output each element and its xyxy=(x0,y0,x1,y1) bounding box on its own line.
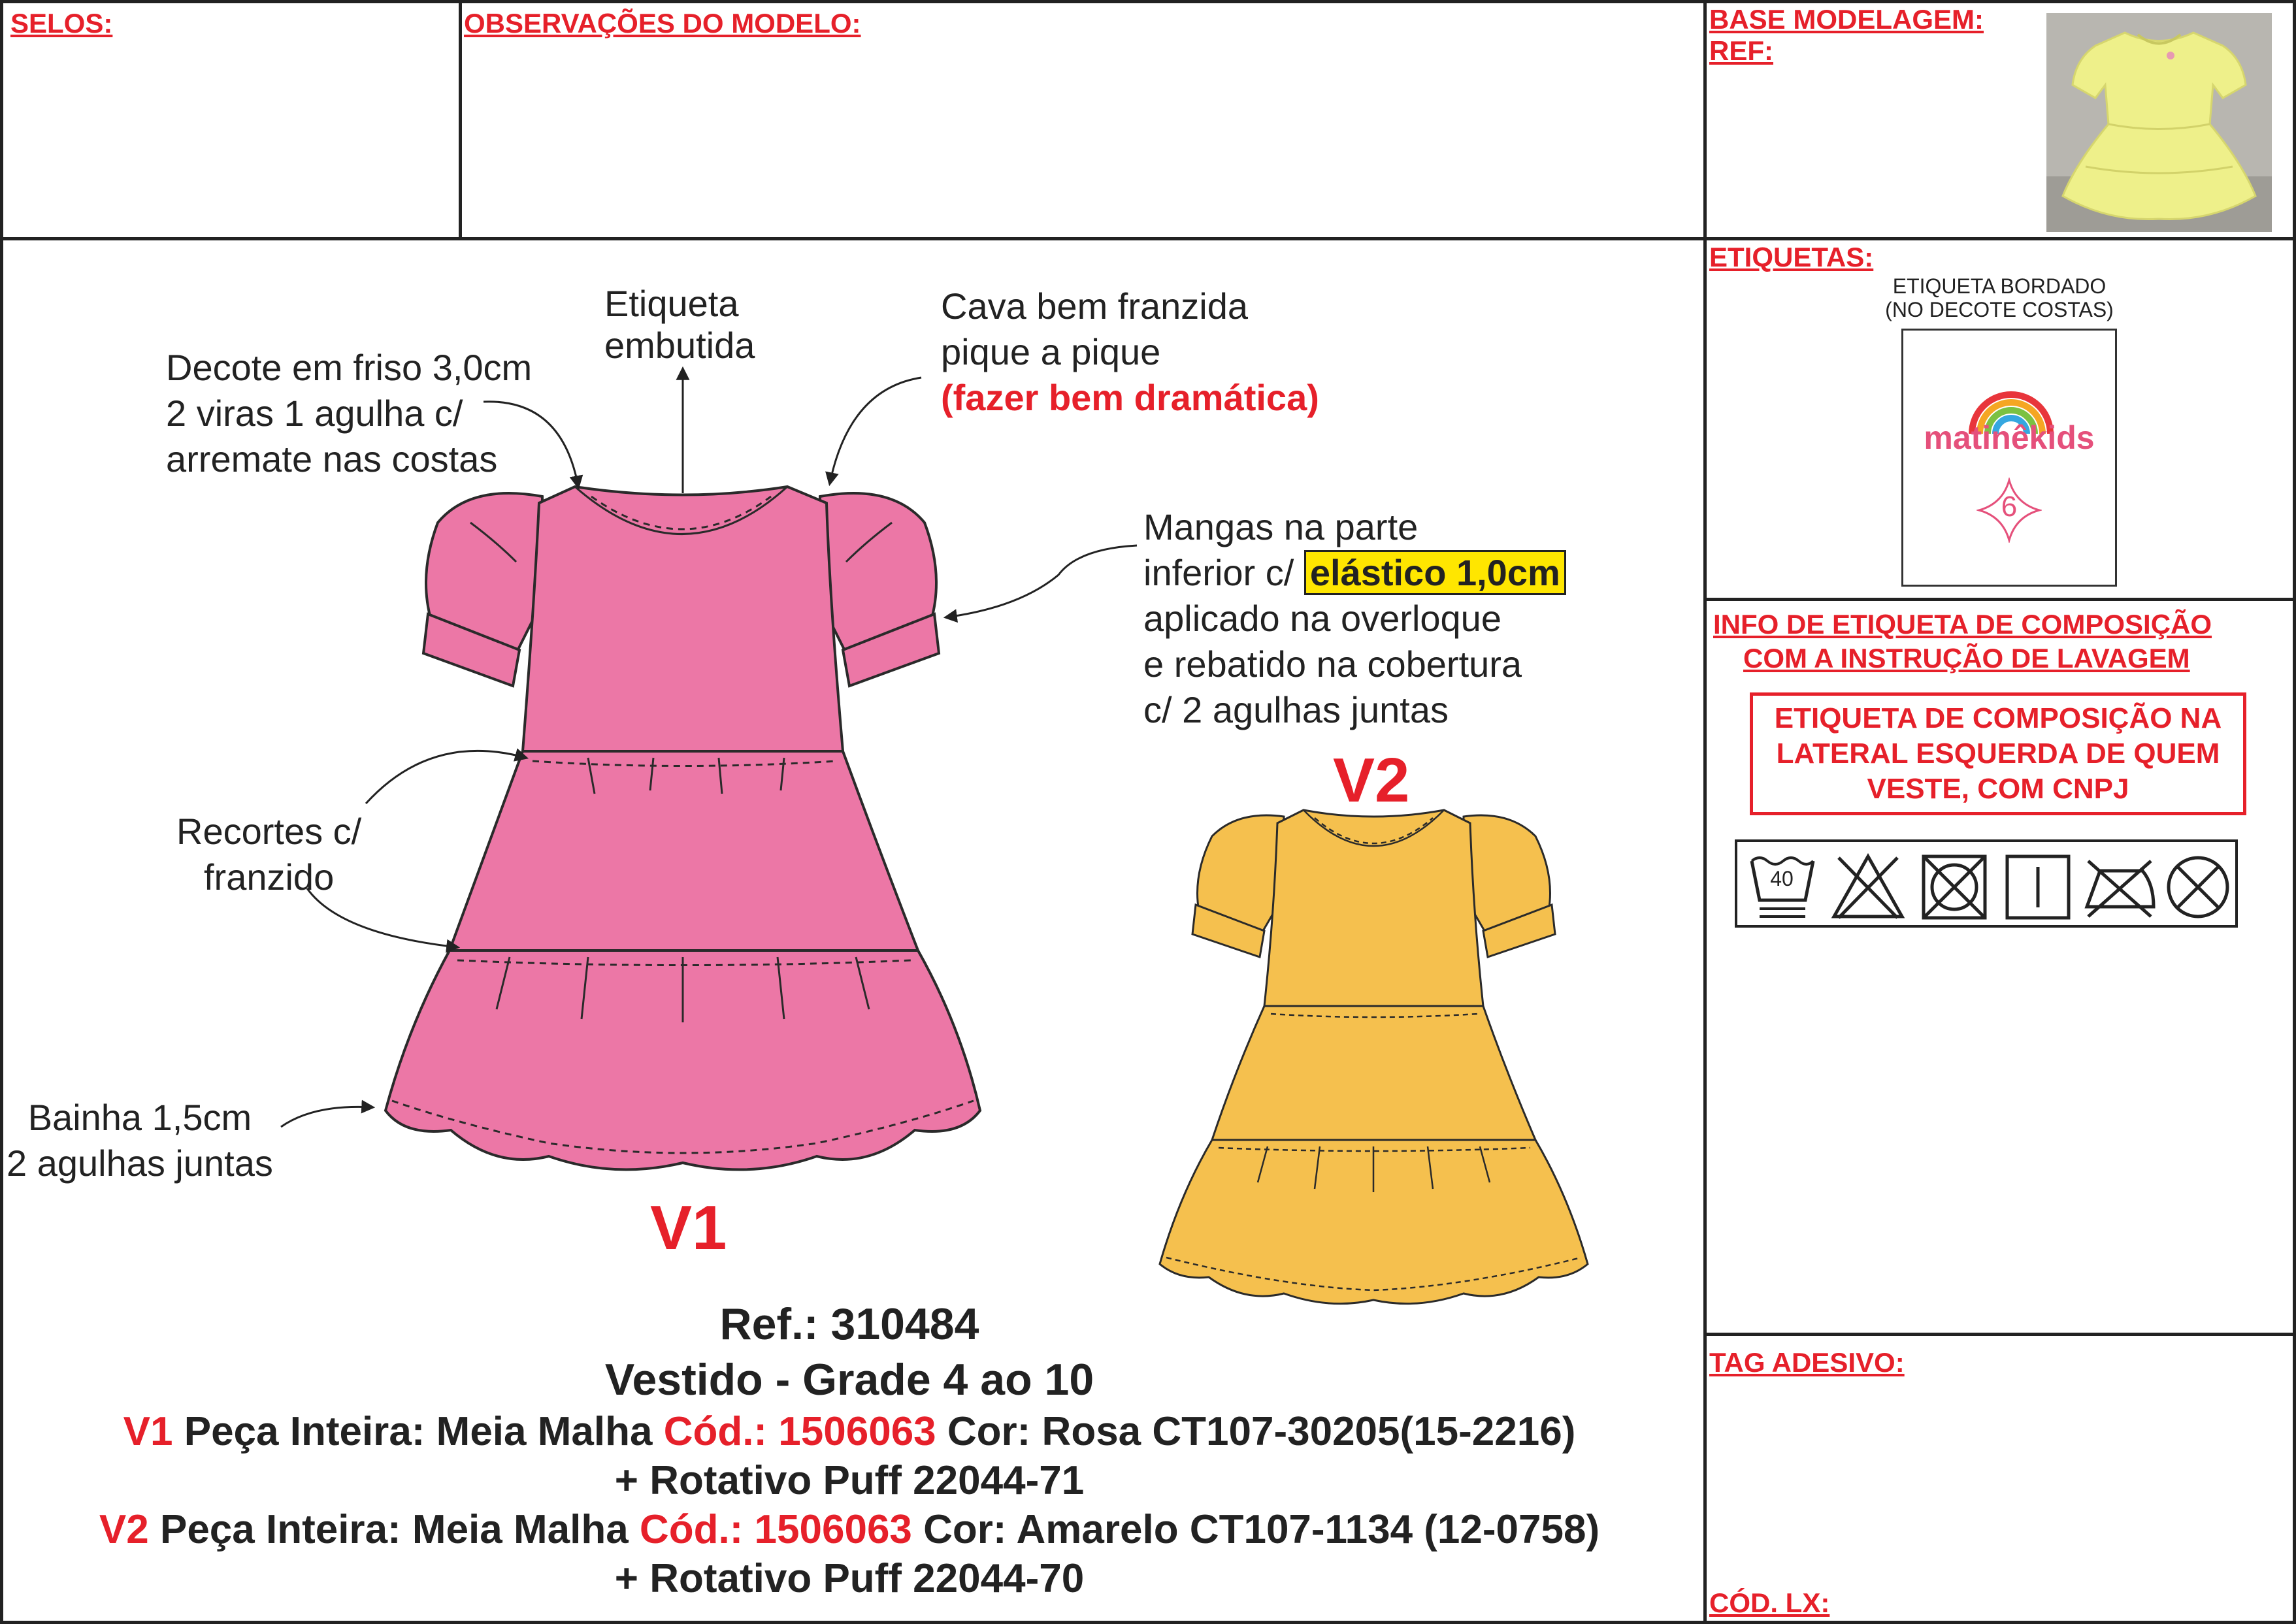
composition-line-3: VESTE, COM CNPJ xyxy=(1867,773,2129,805)
callout-cava-line-2: pique a pique xyxy=(941,331,1161,372)
info-header-line1: INFO DE ETIQUETA DE COMPOSIÇÃO xyxy=(1713,609,2212,640)
no-bleach-icon xyxy=(1829,851,1907,923)
no-iron-icon xyxy=(2080,851,2159,923)
callout-recortes xyxy=(176,809,361,900)
etiquetas-header: ETIQUETAS: xyxy=(1709,242,1874,272)
callout-decote-line-3: arremate nas costas xyxy=(166,438,498,479)
spec-ref: Ref.: 310484 xyxy=(719,1299,979,1349)
spec-v1-rotativo: + Rotativo Puff 22044-71 xyxy=(614,1458,1085,1503)
v1-label: V1 xyxy=(650,1193,727,1263)
callout-recortes-line-1: Recortes c/ xyxy=(176,811,362,852)
callout-recortes-line-2: franzido xyxy=(203,856,335,898)
callout-etiqueta xyxy=(604,281,755,368)
label-caption-2: (NO DECOTE COSTAS) xyxy=(1885,298,2114,321)
callout-decote-line-1: Decote em friso 3,0cm xyxy=(166,347,533,388)
callout-decote xyxy=(166,345,532,482)
callout-cava-line-1: Cava bem franzida xyxy=(941,285,1249,327)
spec-title: Vestido - Grade 4 ao 10 xyxy=(604,1355,1094,1405)
ref-header: REF: xyxy=(1709,35,1773,66)
callout-bainha-line-1: Bainha 1,5cm xyxy=(27,1097,252,1138)
tag-adesivo-header: TAG ADESIVO: xyxy=(1709,1347,1905,1378)
callout-mangas-line-4: e rebatido na cobertura xyxy=(1143,643,1522,685)
spec-v1-code: Cód.: 1506063 xyxy=(663,1409,936,1454)
v2-label: V2 xyxy=(1333,745,1410,815)
line-dry-icon xyxy=(2002,851,2074,923)
info-header-line2: COM A INSTRUÇÃO DE LAVAGEM xyxy=(1743,643,2190,674)
callout-mangas-line-2 xyxy=(1143,550,1566,596)
base-modelagem-header: BASE MODELAGEM: xyxy=(1709,4,1984,35)
reference-photo xyxy=(2046,13,2272,232)
callout-mangas-line-1: Mangas na parte xyxy=(1143,506,1419,547)
care-symbols xyxy=(1735,839,2238,928)
callout-mangas xyxy=(1143,504,1566,733)
no-tumble-dry-icon xyxy=(1918,851,1990,923)
selos-header: SELOS: xyxy=(10,8,113,39)
label-caption-1: ETIQUETA BORDADO xyxy=(1892,274,2107,298)
brand-label xyxy=(1901,329,2117,587)
callout-decote-line-2: 2 viras 1 agulha c/ xyxy=(166,393,463,434)
callout-mangas-line-3: aplicado na overloque xyxy=(1143,598,1501,639)
composition-note xyxy=(1750,692,2246,815)
no-dry-clean-icon xyxy=(2162,851,2234,923)
spec-v2-code: Cód.: 1506063 xyxy=(639,1507,912,1552)
spec-v1-tag: V1 xyxy=(123,1409,173,1454)
composition-line-2: LATERAL ESQUERDA DE QUEM xyxy=(1776,738,2220,770)
callout-etiqueta-line-1: Etiqueta xyxy=(604,283,739,324)
callout-bainha-line-2: 2 agulhas juntas xyxy=(7,1143,273,1184)
spec-v2-line xyxy=(0,1506,1699,1554)
spec-v1-line xyxy=(0,1408,1699,1456)
callout-etiqueta-line-2: embutida xyxy=(604,325,755,366)
callout-cava xyxy=(941,284,1319,421)
spec-v1-part-b: Cor: Rosa CT107-30205(15-2216) xyxy=(936,1409,1576,1454)
spec-v2-tag: V2 xyxy=(99,1507,149,1552)
wash-temperature: 40 xyxy=(1770,867,1794,890)
callout-mangas-highlight: elástico 1,0cm xyxy=(1304,550,1566,595)
size-number: 6 xyxy=(2001,491,2018,523)
observacoes-header: OBSERVAÇÕES DO MODELO: xyxy=(464,8,861,39)
spec-v1-part-a: Peça Inteira: Meia Malha xyxy=(172,1409,664,1454)
spec-v2-part-b: Cor: Amarelo CT107-1134 (12-0758) xyxy=(911,1507,1600,1552)
cod-lx-header: CÓD. LX: xyxy=(1709,1587,1830,1618)
composition-line-1: ETIQUETA DE COMPOSIÇÃO NA xyxy=(1774,702,2222,734)
callout-mangas-line-5: c/ 2 agulhas juntas xyxy=(1143,689,1449,730)
brand-name: matinêkids xyxy=(1924,419,2095,456)
callout-mangas-prefix: inferior c/ xyxy=(1143,552,1304,593)
callout-bainha xyxy=(7,1095,273,1186)
spec-v2-part-a: Peça Inteira: Meia Malha xyxy=(148,1507,640,1552)
spec-v2-rotativo: + Rotativo Puff 22044-70 xyxy=(614,1556,1085,1601)
callout-cava-emphasis: (fazer bem dramática) xyxy=(941,377,1319,418)
